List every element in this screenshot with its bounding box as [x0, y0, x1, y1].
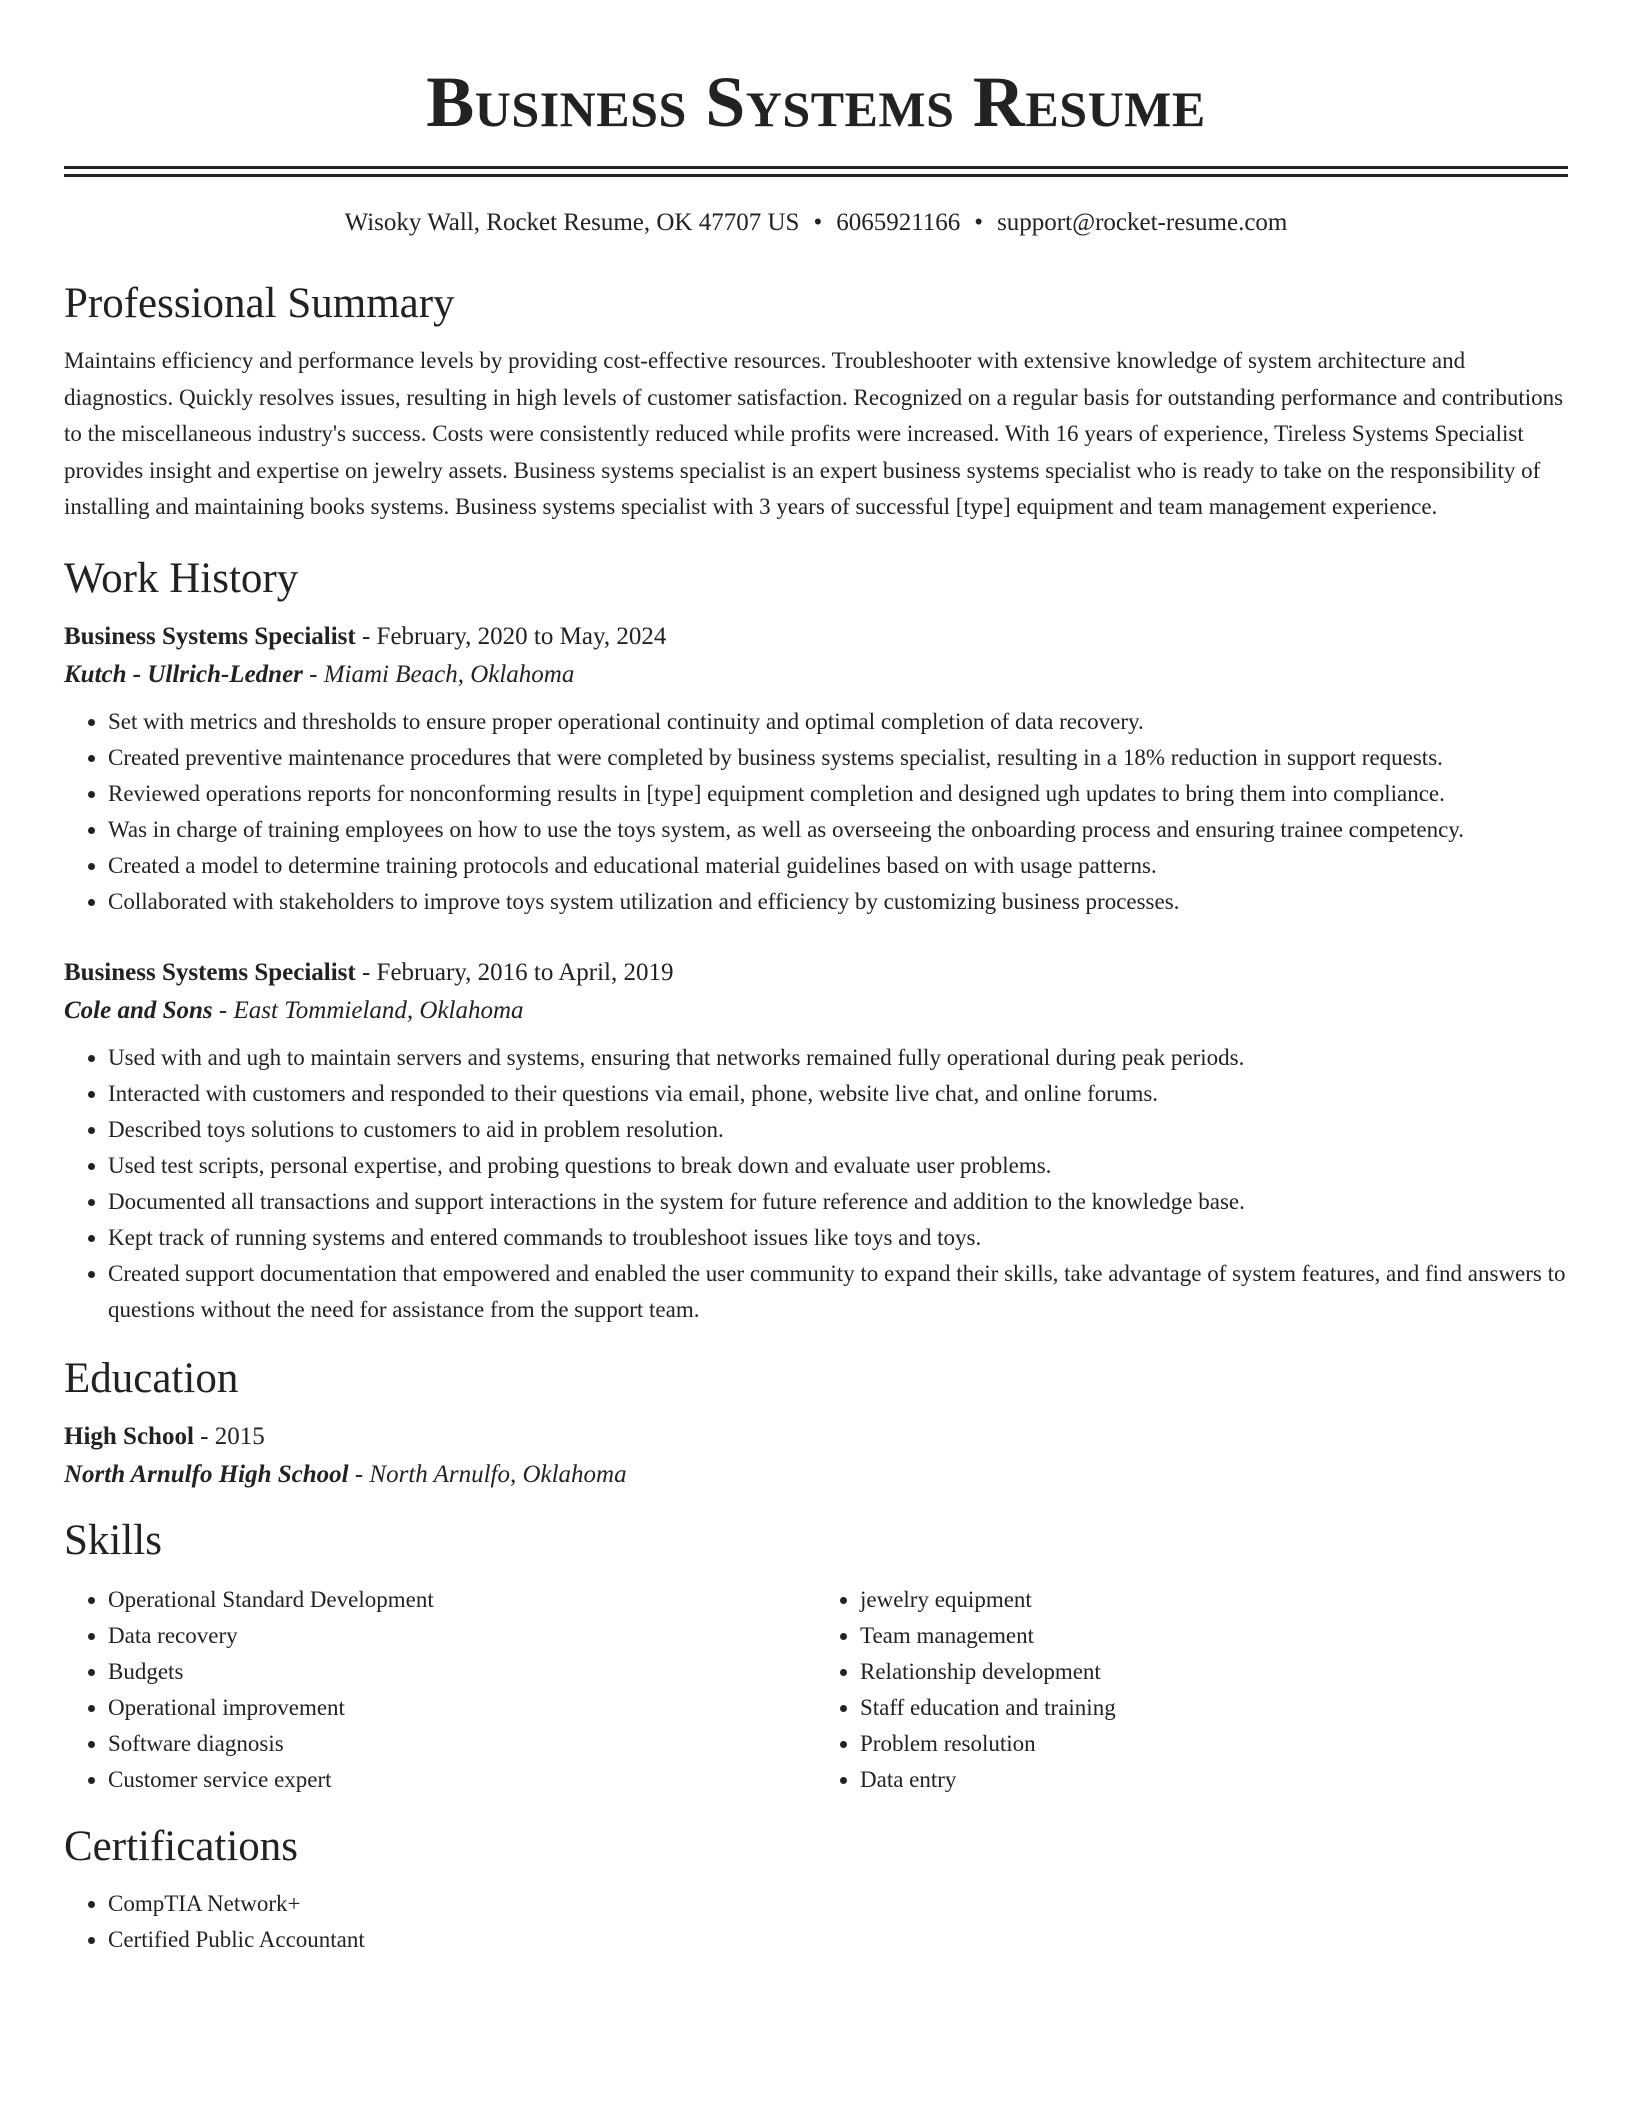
job-bullets [64, 1040, 1568, 1328]
job-bullet: • Interacted with customers and responded to their questions via email, phone, website live chat, and online forums. [108, 1076, 1568, 1112]
skill-item: • Operational Standard Development [108, 1582, 816, 1618]
job-dates: - February, 2020 to May, 2024 [355, 622, 667, 650]
contact-separator: • [813, 209, 823, 236]
education-school: North Arnulfo High School [64, 1460, 349, 1488]
job-company-line [64, 992, 1568, 1030]
summary-heading: Professional Summary [64, 280, 455, 327]
job-bullet: • Documented all transactions and support interactions in the system for future reference and addition to the knowledge base. [108, 1184, 1568, 1220]
skill-item: • Operational improvement [108, 1690, 816, 1726]
job-bullet: • Kept track of running systems and entered commands to troubleshoot issues like toys and toys. [108, 1220, 1568, 1256]
education-year: - 2015 [193, 1422, 265, 1450]
resume-title: Business Systems Resume [426, 62, 1206, 142]
contact-phone: 6065921166 [836, 209, 961, 236]
job-location: - Miami Beach, Oklahoma [302, 660, 575, 688]
education-degree-line [64, 1418, 1568, 1456]
job-company-line [64, 656, 1568, 694]
skill-item: • Budgets [108, 1654, 816, 1690]
skill-item: • Data recovery [108, 1618, 816, 1654]
skill-item: • Customer service expert [108, 1762, 816, 1798]
skills-left-column [64, 1582, 816, 1798]
certification-item: • CompTIA Network+ [108, 1886, 1568, 1922]
job-position: Business Systems Specialist [64, 622, 356, 650]
education-school-line [64, 1456, 1568, 1494]
job-title-line [64, 954, 1568, 992]
work-history-heading: Work History [64, 554, 299, 602]
education-heading: Education [64, 1354, 239, 1402]
contact-separator: • [974, 209, 984, 236]
skill-item: • Software diagnosis [108, 1726, 816, 1762]
skills-grid [64, 1582, 1568, 1798]
contact-address: Wisoky Wall, Rocket Resume, OK 47707 US [344, 209, 800, 236]
skill-item: • Staff education and training [860, 1690, 1568, 1726]
contact-email: support@rocket-resume.com [997, 209, 1288, 236]
job-bullet: • Created preventive maintenance procedures that were completed by business systems specialist, resulting in a 18% reduction in support requests. [108, 740, 1568, 776]
job-bullet: • Reviewed operations reports for nonconforming results in [type] equipment completion and designed ugh updates to bring them into compliance. [108, 776, 1568, 812]
summary-text: Maintains efficiency and performance levels by providing cost-effective resources. Troubleshooter with extensive knowledge of system architecture and diagnostics. Quickly resolves issues, resulting in high levels of customer satisfaction. Recognized on a regular basis for outstanding performance and contributions to the miscellaneous industry's success. Costs were consistently reduced while profits were increased. With 16 years of experience, Tireless Systems Specialist provides insight and expertise on jewelry assets. Business systems specialist is an expert business systems specialist who is ready to take on the responsibility of installing and maintaining books systems. Business systems specialist with 3 years of successful [type] equipment and team management experience. [64, 348, 1564, 519]
job-bullets [64, 704, 1568, 920]
title-divider [64, 166, 1568, 177]
skill-item: • Data entry [860, 1762, 1568, 1798]
certifications-heading: Certifications [64, 1822, 299, 1870]
skill-item: • Team management [860, 1618, 1568, 1654]
skills-right-column [816, 1582, 1568, 1798]
certification-item: • Certified Public Accountant [108, 1922, 1568, 1958]
job-entry [64, 618, 1568, 920]
certifications-list [64, 1886, 1568, 1958]
education-location: - North Arnulfo, Oklahoma [348, 1460, 627, 1488]
job-title-line [64, 618, 1568, 656]
skill-item: • Problem resolution [860, 1726, 1568, 1762]
job-location: - East Tommieland, Oklahoma [212, 996, 524, 1024]
job-bullet: • Was in charge of training employees on how to use the toys system, as well as overseeing the onboarding process and ensuring trainee competency. [108, 812, 1568, 848]
skill-item: • jewelry equipment [860, 1582, 1568, 1618]
skills-heading: Skills [64, 1516, 162, 1564]
job-bullet: • Created support documentation that empowered and enabled the user community to expand their skills, take advantage of system features, and find answers to questions without the need for assistance from the support team. [108, 1256, 1568, 1328]
job-bullet: • Set with metrics and thresholds to ensure proper operational continuity and optimal completion of data recovery. [108, 704, 1568, 740]
skill-item: • Relationship development [860, 1654, 1568, 1690]
education-degree: High School [64, 1422, 194, 1450]
job-bullet: • Collaborated with stakeholders to improve toys system utilization and efficiency by customizing business processes. [108, 884, 1568, 920]
job-company: Cole and Sons [64, 996, 213, 1024]
job-bullet: • Described toys solutions to customers to aid in problem resolution. [108, 1112, 1568, 1148]
job-entry [64, 954, 1568, 1328]
job-bullet: • Used with and ugh to maintain servers and systems, ensuring that networks remained fully operational during peak periods. [108, 1040, 1568, 1076]
job-bullet: • Created a model to determine training protocols and educational material guidelines based on with usage patterns. [108, 848, 1568, 884]
contact-line [64, 207, 1568, 239]
job-company: Kutch - Ullrich-Ledner [64, 660, 303, 688]
job-bullet: • Used test scripts, personal expertise, and probing questions to break down and evaluate user problems. [108, 1148, 1568, 1184]
education-entry [64, 1418, 1568, 1494]
job-position: Business Systems Specialist [64, 958, 356, 986]
job-dates: - February, 2016 to April, 2019 [355, 958, 674, 986]
